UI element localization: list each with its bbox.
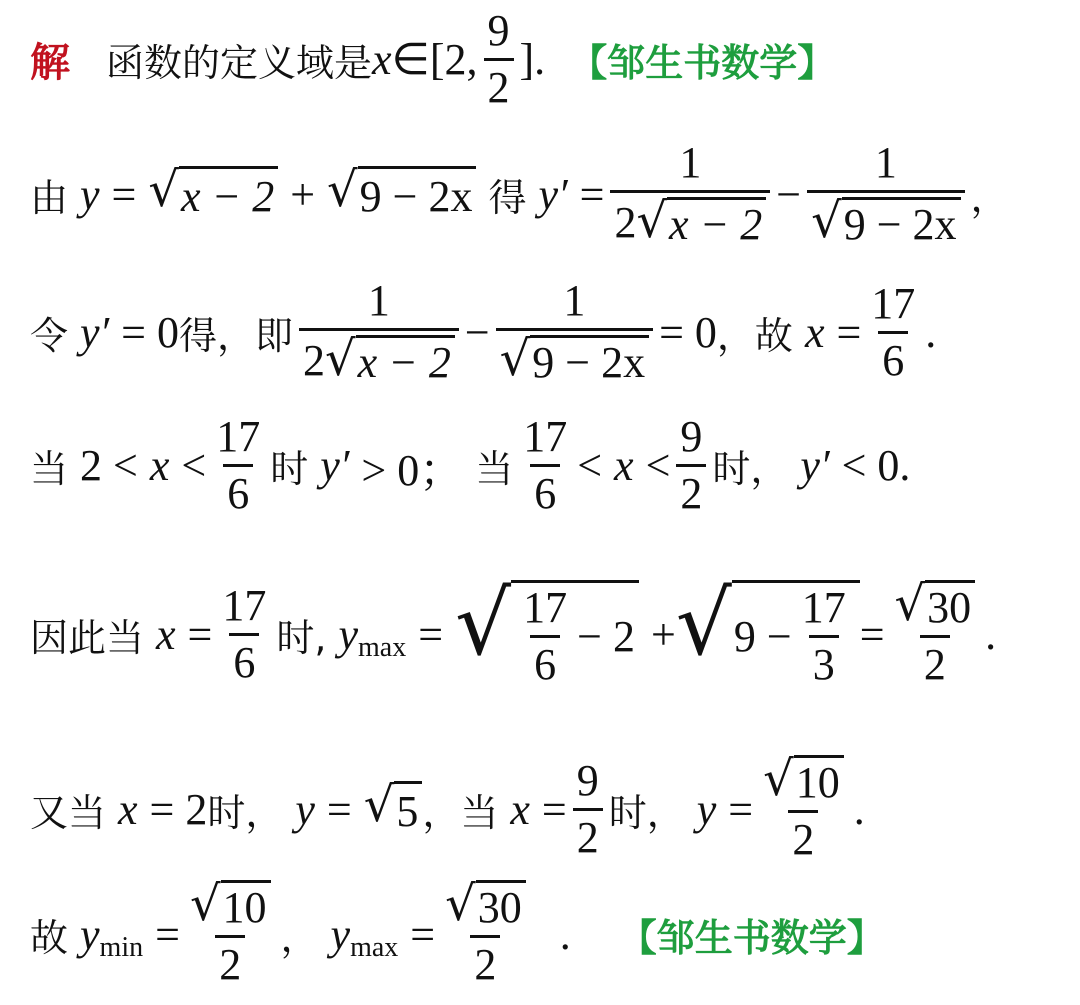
minus: −	[776, 169, 802, 219]
text-shi: 时,	[276, 615, 327, 660]
minus: −	[464, 307, 490, 357]
comma: ，	[280, 915, 319, 960]
equals: =	[155, 909, 180, 959]
subscript-max: max	[350, 932, 399, 964]
fraction-1: 1 2 √ x − 2	[610, 140, 770, 248]
var-x: x	[118, 784, 138, 834]
y-prime: y′	[320, 441, 350, 491]
equals: =	[326, 784, 352, 834]
text-ling: 令	[30, 313, 69, 358]
fraction-9-2: $\frac{9}{2}$	[676, 414, 706, 517]
line-3	[30, 278, 936, 386]
fraction-17-6: $\frac{17}{6}$	[871, 278, 916, 385]
fraction-9-2: $\frac{9}{2}$	[573, 758, 603, 861]
fraction-sqrt10-2: √ 10 2	[186, 880, 275, 988]
equals: =	[111, 169, 137, 219]
fraction-sqrt30-2: √ 30 2	[891, 580, 980, 688]
ineq: 2 <	[80, 441, 138, 491]
y-prime: y′	[538, 169, 568, 219]
text-dang: 当	[475, 447, 514, 492]
subscript-min: min	[99, 932, 144, 964]
equals-zero: = 0	[121, 307, 179, 357]
period: .	[853, 784, 865, 834]
interval-open: [2,	[429, 35, 478, 85]
text-de: 得	[488, 175, 527, 220]
text-shi: 时，	[712, 447, 789, 492]
fraction-1: 1 2 √ x − 2	[299, 278, 459, 386]
equals: =	[836, 307, 862, 357]
equals: =	[187, 609, 213, 659]
sqrt-5: √ 5	[364, 781, 423, 837]
plus: +	[290, 169, 316, 219]
sqrt-x-minus-2: √ x − 2	[148, 166, 278, 222]
text-gu: ，故	[716, 313, 793, 358]
var-y: y	[338, 609, 358, 659]
y-prime: y′	[800, 441, 830, 491]
fraction-9-2: $\frac{9}{2}$	[484, 8, 514, 111]
comma: ，	[970, 175, 1009, 220]
var-y: y	[330, 909, 351, 959]
line-4	[30, 414, 910, 517]
fraction-17-6: $\frac{17}{6}$	[523, 412, 568, 519]
text-you: 由	[30, 175, 69, 220]
fraction-2: 1 √ 9 − 2x	[496, 278, 653, 386]
line-6	[30, 751, 865, 865]
line-5	[30, 572, 997, 690]
text-gu: 故	[30, 915, 69, 960]
equals: =	[541, 784, 567, 834]
subscript-max: max	[358, 632, 407, 664]
y-prime: y′	[80, 307, 110, 357]
var-x: x	[804, 307, 825, 357]
fraction-2: 1 √ 9 − 2x	[807, 140, 964, 248]
fraction-sqrt30-2: √ 30 2	[441, 880, 530, 988]
equals: =	[728, 784, 754, 834]
plus: +	[650, 609, 676, 659]
period: .	[925, 307, 937, 357]
less-than: <	[577, 441, 603, 491]
period: .	[559, 909, 571, 959]
domain-text: 函数的定义域是	[106, 41, 373, 86]
text-shi: 时，	[608, 790, 685, 835]
var-y: y	[80, 909, 100, 959]
var-x: x	[614, 441, 634, 491]
element-of: ∈	[391, 35, 430, 85]
line-1	[30, 8, 835, 111]
equals: =	[418, 609, 444, 659]
solution-label: 解	[30, 40, 70, 87]
sqrt-17-6-minus-2: √ $\frac{17}{6}$ − 2	[455, 580, 639, 688]
sqrt-9-minus-17-3: √ 9 − $\frac{17}{3}$	[676, 580, 860, 688]
text-shi: 时，	[207, 790, 284, 835]
fraction-17-6: $\frac{17}{6}$	[216, 412, 261, 519]
text-dang: ，当	[422, 790, 499, 835]
var-x: x	[510, 784, 530, 834]
equals-zero: = 0	[659, 307, 717, 357]
line-2	[30, 140, 1009, 248]
greater-zero: > 0；	[361, 445, 464, 495]
line-7	[30, 876, 885, 990]
equals-two: = 2	[149, 784, 208, 834]
var-y: y	[696, 784, 717, 834]
brand-tag: 【邹生书数学】	[618, 915, 885, 960]
var-x: x	[372, 35, 392, 85]
less-zero: < 0.	[841, 441, 911, 491]
text-shi: 时	[270, 447, 309, 492]
sqrt-9-minus-2x: √ 9 − 2x	[327, 166, 476, 222]
interval-close: ].	[519, 35, 546, 85]
text-dang: 当	[30, 447, 69, 492]
equals: =	[859, 609, 885, 659]
var-x: x	[149, 441, 170, 491]
fraction-17-6: $\frac{17}{6}$	[222, 580, 267, 687]
less-than: <	[645, 441, 671, 491]
fraction-sqrt10-2: √ 10 2	[759, 755, 848, 863]
var-y: y	[295, 784, 315, 834]
var-y: y	[80, 169, 100, 219]
equals: =	[579, 169, 605, 219]
text-de-ji: 得，即	[179, 313, 294, 358]
text-yinci-dang: 因此当	[30, 615, 145, 660]
text-you-dang: 又当	[30, 790, 107, 835]
period: .	[985, 609, 997, 659]
equals: =	[410, 909, 436, 959]
brand-tag: 【邹生书数学】	[569, 41, 836, 86]
less-than: <	[181, 441, 207, 491]
var-x: x	[156, 609, 176, 659]
